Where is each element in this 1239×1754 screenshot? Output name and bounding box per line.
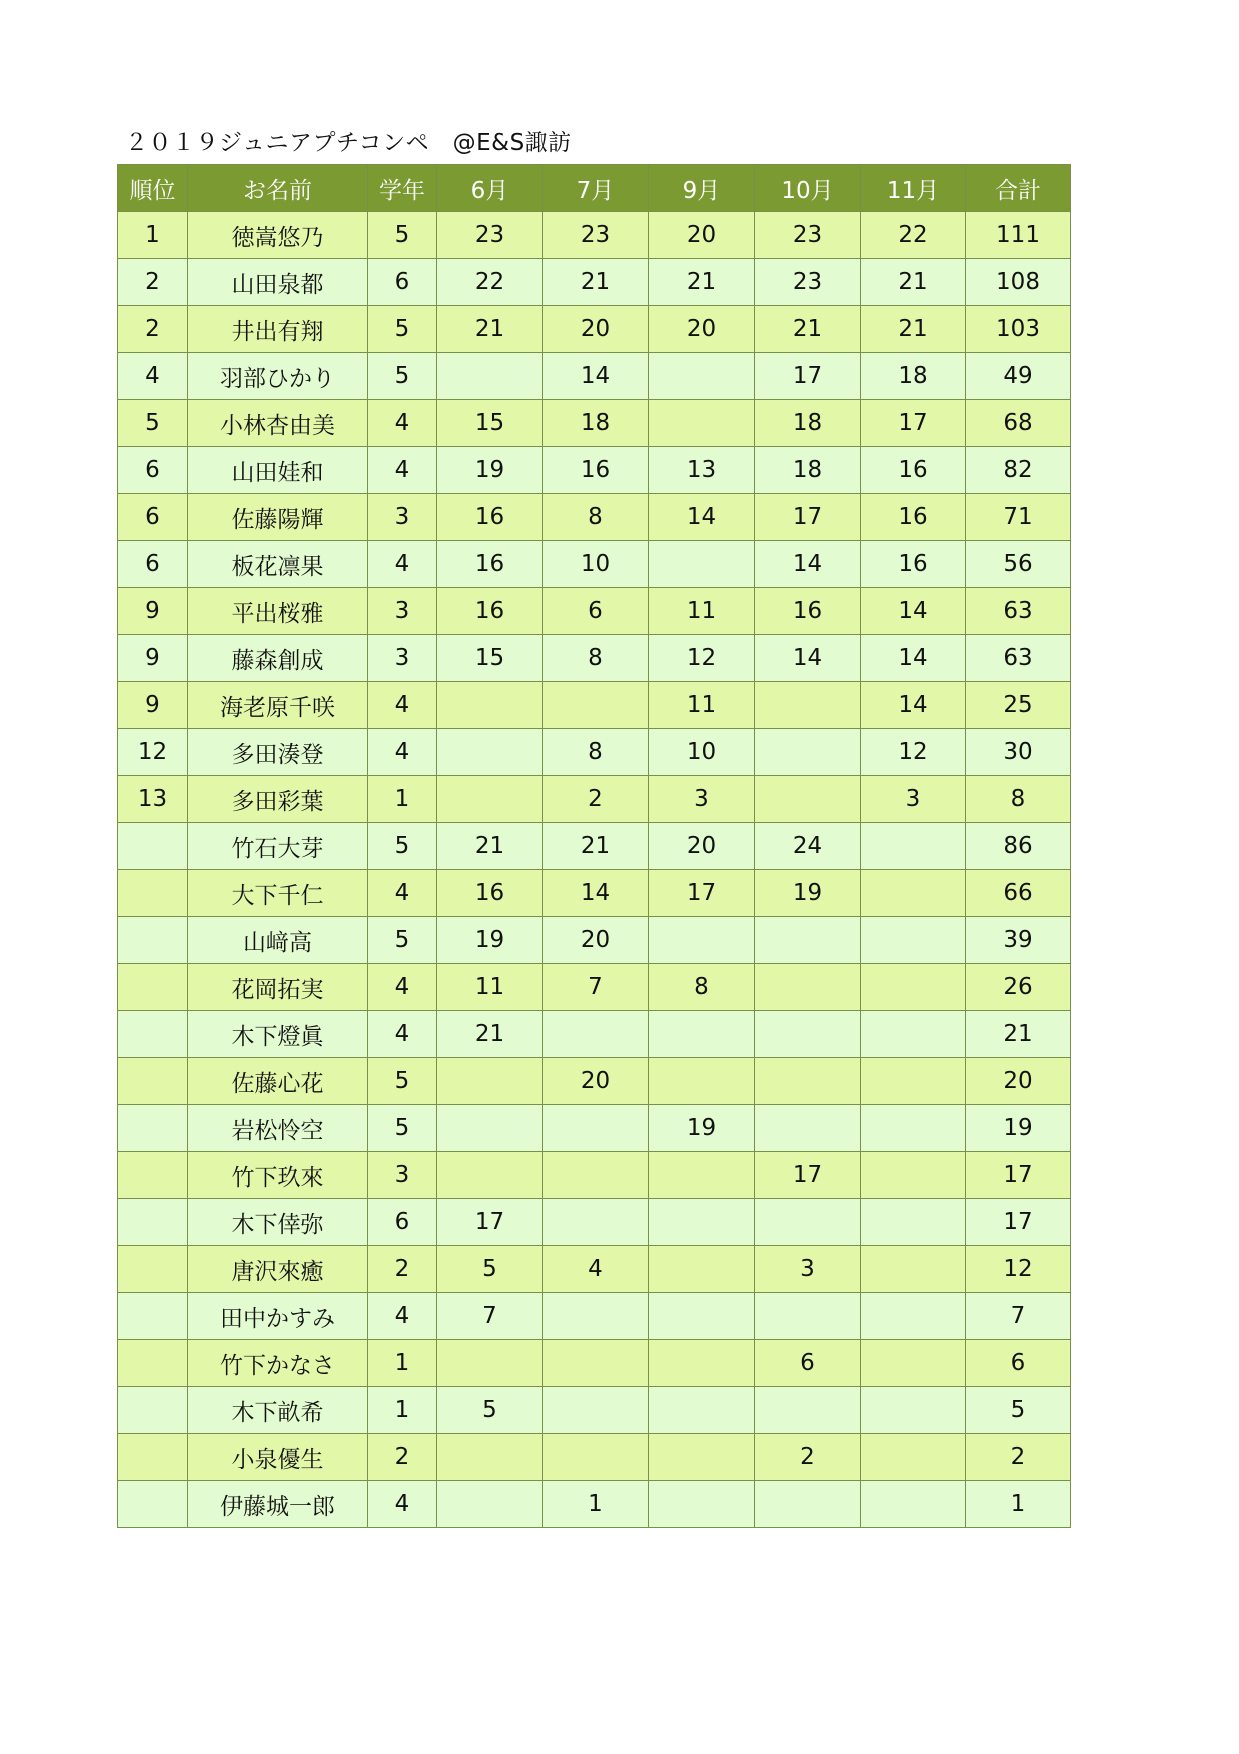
september-score-cell — [649, 353, 755, 400]
june-score-cell — [437, 729, 543, 776]
october-score-cell — [755, 1293, 861, 1340]
september-score-cell — [649, 1011, 755, 1058]
october-score-cell — [755, 729, 861, 776]
november-score-cell — [861, 1199, 966, 1246]
september-score-cell: 19 — [649, 1105, 755, 1152]
rank-cell: 9 — [118, 588, 188, 635]
september-score-cell: 8 — [649, 964, 755, 1011]
november-score-cell: 16 — [861, 447, 966, 494]
table-row — [118, 541, 1071, 588]
rank-cell: 1 — [118, 212, 188, 259]
name-cell: 田中かすみ — [188, 1293, 368, 1340]
total-cell: 56 — [966, 541, 1071, 588]
september-score-cell: 20 — [649, 306, 755, 353]
total-cell: 19 — [966, 1105, 1071, 1152]
table-row — [118, 682, 1071, 729]
june-score-cell: 16 — [437, 541, 543, 588]
total-cell: 1 — [966, 1481, 1071, 1528]
table-row — [118, 212, 1071, 259]
name-cell: 平出桜雅 — [188, 588, 368, 635]
november-score-cell: 16 — [861, 541, 966, 588]
grade-cell: 4 — [368, 541, 437, 588]
table-row — [118, 729, 1071, 776]
july-score-cell: 2 — [543, 776, 649, 823]
total-cell: 26 — [966, 964, 1071, 1011]
july-score-cell — [543, 1199, 649, 1246]
june-score-cell — [437, 1152, 543, 1199]
october-score-cell: 18 — [755, 447, 861, 494]
june-score-cell: 11 — [437, 964, 543, 1011]
name-cell: 花岡拓実 — [188, 964, 368, 1011]
september-score-cell: 14 — [649, 494, 755, 541]
name-cell: 藤森創成 — [188, 635, 368, 682]
july-score-cell — [543, 1105, 649, 1152]
june-score-cell: 23 — [437, 212, 543, 259]
total-cell: 7 — [966, 1293, 1071, 1340]
september-score-cell: 10 — [649, 729, 755, 776]
november-score-cell — [861, 1011, 966, 1058]
rank-cell — [118, 1011, 188, 1058]
july-score-cell: 21 — [543, 823, 649, 870]
table-row — [118, 1058, 1071, 1105]
header-november: 11月 — [861, 165, 966, 212]
grade-cell: 5 — [368, 1058, 437, 1105]
july-score-cell — [543, 1340, 649, 1387]
september-score-cell — [649, 917, 755, 964]
rank-cell — [118, 823, 188, 870]
july-score-cell — [543, 1387, 649, 1434]
november-score-cell — [861, 1340, 966, 1387]
september-score-cell — [649, 400, 755, 447]
grade-cell: 4 — [368, 1481, 437, 1528]
table-row — [118, 588, 1071, 635]
header-june: 6月 — [437, 165, 543, 212]
july-score-cell: 4 — [543, 1246, 649, 1293]
total-cell: 66 — [966, 870, 1071, 917]
grade-cell: 3 — [368, 1152, 437, 1199]
grade-cell: 4 — [368, 729, 437, 776]
november-score-cell: 14 — [861, 588, 966, 635]
november-score-cell — [861, 1105, 966, 1152]
total-cell: 8 — [966, 776, 1071, 823]
june-score-cell: 5 — [437, 1387, 543, 1434]
rank-cell: 2 — [118, 259, 188, 306]
table-row — [118, 1152, 1071, 1199]
october-score-cell: 3 — [755, 1246, 861, 1293]
november-score-cell — [861, 1434, 966, 1481]
july-score-cell: 14 — [543, 353, 649, 400]
name-cell: 山田娃和 — [188, 447, 368, 494]
july-score-cell: 8 — [543, 635, 649, 682]
november-score-cell — [861, 1246, 966, 1293]
name-cell: 多田彩葉 — [188, 776, 368, 823]
september-score-cell: 3 — [649, 776, 755, 823]
october-score-cell — [755, 1199, 861, 1246]
name-cell: 大下千仁 — [188, 870, 368, 917]
october-score-cell: 6 — [755, 1340, 861, 1387]
grade-cell: 6 — [368, 1199, 437, 1246]
total-cell: 5 — [966, 1387, 1071, 1434]
november-score-cell — [861, 1152, 966, 1199]
november-score-cell: 21 — [861, 306, 966, 353]
rank-cell: 6 — [118, 447, 188, 494]
total-cell: 12 — [966, 1246, 1071, 1293]
header-row — [118, 165, 1071, 212]
october-score-cell — [755, 682, 861, 729]
table-row — [118, 1293, 1071, 1340]
name-cell: 多田湊登 — [188, 729, 368, 776]
total-cell: 49 — [966, 353, 1071, 400]
june-score-cell: 15 — [437, 635, 543, 682]
july-score-cell: 20 — [543, 1058, 649, 1105]
total-cell: 30 — [966, 729, 1071, 776]
grade-cell: 1 — [368, 1340, 437, 1387]
name-cell: 小泉優生 — [188, 1434, 368, 1481]
june-score-cell — [437, 776, 543, 823]
september-score-cell: 13 — [649, 447, 755, 494]
results-table — [117, 164, 1071, 1528]
october-score-cell: 14 — [755, 541, 861, 588]
name-cell: 岩松怜空 — [188, 1105, 368, 1152]
september-score-cell — [649, 1246, 755, 1293]
october-score-cell — [755, 1011, 861, 1058]
rank-cell: 12 — [118, 729, 188, 776]
grade-cell: 4 — [368, 964, 437, 1011]
rank-cell — [118, 1481, 188, 1528]
june-score-cell: 16 — [437, 870, 543, 917]
total-cell: 103 — [966, 306, 1071, 353]
table-row — [118, 776, 1071, 823]
july-score-cell — [543, 1011, 649, 1058]
september-score-cell — [649, 541, 755, 588]
table-row — [118, 917, 1071, 964]
october-score-cell: 17 — [755, 353, 861, 400]
grade-cell: 1 — [368, 776, 437, 823]
june-score-cell: 16 — [437, 494, 543, 541]
june-score-cell — [437, 682, 543, 729]
june-score-cell: 17 — [437, 1199, 543, 1246]
october-score-cell: 19 — [755, 870, 861, 917]
document-title: ２０１９ジュニアプチコンペ @E&S諏訪 — [125, 130, 572, 156]
october-score-cell — [755, 1387, 861, 1434]
rank-cell: 13 — [118, 776, 188, 823]
october-score-cell: 17 — [755, 494, 861, 541]
header-total: 合計 — [966, 165, 1071, 212]
rank-cell — [118, 1105, 188, 1152]
name-cell: 徳嵩悠乃 — [188, 212, 368, 259]
header-grade: 学年 — [368, 165, 437, 212]
grade-cell: 5 — [368, 306, 437, 353]
june-score-cell: 21 — [437, 1011, 543, 1058]
july-score-cell: 10 — [543, 541, 649, 588]
name-cell: 唐沢來癒 — [188, 1246, 368, 1293]
september-score-cell — [649, 1387, 755, 1434]
november-score-cell — [861, 870, 966, 917]
september-score-cell: 20 — [649, 212, 755, 259]
rank-cell: 6 — [118, 494, 188, 541]
october-score-cell: 17 — [755, 1152, 861, 1199]
total-cell: 68 — [966, 400, 1071, 447]
september-score-cell — [649, 1199, 755, 1246]
july-score-cell: 16 — [543, 447, 649, 494]
rank-cell: 9 — [118, 635, 188, 682]
total-cell: 2 — [966, 1434, 1071, 1481]
june-score-cell: 5 — [437, 1246, 543, 1293]
july-score-cell: 8 — [543, 494, 649, 541]
grade-cell: 5 — [368, 823, 437, 870]
rank-cell: 5 — [118, 400, 188, 447]
july-score-cell: 6 — [543, 588, 649, 635]
june-score-cell — [437, 353, 543, 400]
table-row — [118, 1246, 1071, 1293]
name-cell: 井出有翔 — [188, 306, 368, 353]
table-row — [118, 823, 1071, 870]
july-score-cell — [543, 1434, 649, 1481]
grade-cell: 4 — [368, 400, 437, 447]
total-cell: 108 — [966, 259, 1071, 306]
table-row — [118, 1340, 1071, 1387]
table-row — [118, 870, 1071, 917]
total-cell: 6 — [966, 1340, 1071, 1387]
grade-cell: 5 — [368, 917, 437, 964]
total-cell: 39 — [966, 917, 1071, 964]
october-score-cell — [755, 776, 861, 823]
name-cell: 板花凛果 — [188, 541, 368, 588]
table-row — [118, 1105, 1071, 1152]
september-score-cell: 11 — [649, 588, 755, 635]
grade-cell: 6 — [368, 259, 437, 306]
november-score-cell — [861, 1481, 966, 1528]
july-score-cell: 20 — [543, 306, 649, 353]
rank-cell — [118, 1152, 188, 1199]
october-score-cell: 2 — [755, 1434, 861, 1481]
november-score-cell — [861, 1293, 966, 1340]
rank-cell — [118, 917, 188, 964]
total-cell: 63 — [966, 588, 1071, 635]
october-score-cell: 24 — [755, 823, 861, 870]
july-score-cell — [543, 1293, 649, 1340]
name-cell: 竹石大芽 — [188, 823, 368, 870]
november-score-cell: 14 — [861, 635, 966, 682]
header-rank: 順位 — [118, 165, 188, 212]
rank-cell: 4 — [118, 353, 188, 400]
november-score-cell — [861, 1387, 966, 1434]
november-score-cell: 22 — [861, 212, 966, 259]
september-score-cell — [649, 1340, 755, 1387]
grade-cell: 3 — [368, 494, 437, 541]
table-row — [118, 494, 1071, 541]
september-score-cell: 11 — [649, 682, 755, 729]
november-score-cell — [861, 823, 966, 870]
rank-cell: 9 — [118, 682, 188, 729]
total-cell: 82 — [966, 447, 1071, 494]
grade-cell: 2 — [368, 1434, 437, 1481]
rank-cell — [118, 1340, 188, 1387]
rank-cell: 2 — [118, 306, 188, 353]
name-cell: 木下倖弥 — [188, 1199, 368, 1246]
october-score-cell: 23 — [755, 259, 861, 306]
june-score-cell — [437, 1481, 543, 1528]
table-row — [118, 635, 1071, 682]
june-score-cell: 15 — [437, 400, 543, 447]
table-row — [118, 353, 1071, 400]
september-score-cell: 21 — [649, 259, 755, 306]
november-score-cell: 21 — [861, 259, 966, 306]
november-score-cell: 14 — [861, 682, 966, 729]
october-score-cell — [755, 1058, 861, 1105]
july-score-cell: 8 — [543, 729, 649, 776]
grade-cell: 4 — [368, 1011, 437, 1058]
october-score-cell: 23 — [755, 212, 861, 259]
june-score-cell — [437, 1058, 543, 1105]
table-body — [118, 212, 1071, 1528]
total-cell: 20 — [966, 1058, 1071, 1105]
total-cell: 63 — [966, 635, 1071, 682]
november-score-cell: 3 — [861, 776, 966, 823]
july-score-cell: 1 — [543, 1481, 649, 1528]
november-score-cell: 18 — [861, 353, 966, 400]
november-score-cell: 16 — [861, 494, 966, 541]
september-score-cell: 20 — [649, 823, 755, 870]
name-cell: 竹下かなさ — [188, 1340, 368, 1387]
grade-cell: 5 — [368, 1105, 437, 1152]
rank-cell — [118, 870, 188, 917]
grade-cell: 5 — [368, 353, 437, 400]
rank-cell — [118, 1246, 188, 1293]
november-score-cell — [861, 1058, 966, 1105]
grade-cell: 3 — [368, 635, 437, 682]
november-score-cell: 17 — [861, 400, 966, 447]
total-cell: 17 — [966, 1152, 1071, 1199]
september-score-cell — [649, 1058, 755, 1105]
november-score-cell — [861, 964, 966, 1011]
rank-cell — [118, 964, 188, 1011]
total-cell: 86 — [966, 823, 1071, 870]
name-cell: 伊藤城一郎 — [188, 1481, 368, 1528]
header-october: 10月 — [755, 165, 861, 212]
june-score-cell: 19 — [437, 447, 543, 494]
table-row — [118, 447, 1071, 494]
june-score-cell — [437, 1105, 543, 1152]
total-cell: 17 — [966, 1199, 1071, 1246]
name-cell: 山田泉都 — [188, 259, 368, 306]
october-score-cell — [755, 1105, 861, 1152]
name-cell: 佐藤心花 — [188, 1058, 368, 1105]
grade-cell: 4 — [368, 447, 437, 494]
july-score-cell: 7 — [543, 964, 649, 1011]
june-score-cell: 21 — [437, 306, 543, 353]
grade-cell: 4 — [368, 682, 437, 729]
table-row — [118, 1387, 1071, 1434]
july-score-cell: 14 — [543, 870, 649, 917]
table-header — [118, 165, 1071, 212]
june-score-cell — [437, 1434, 543, 1481]
june-score-cell: 16 — [437, 588, 543, 635]
header-name: お名前 — [188, 165, 368, 212]
june-score-cell: 7 — [437, 1293, 543, 1340]
name-cell: 木下燈眞 — [188, 1011, 368, 1058]
rank-cell — [118, 1434, 188, 1481]
rank-cell — [118, 1293, 188, 1340]
name-cell: 海老原千咲 — [188, 682, 368, 729]
june-score-cell — [437, 1340, 543, 1387]
june-score-cell: 19 — [437, 917, 543, 964]
september-score-cell — [649, 1481, 755, 1528]
september-score-cell — [649, 1434, 755, 1481]
name-cell: 小林杏由美 — [188, 400, 368, 447]
name-cell: 山﨑高 — [188, 917, 368, 964]
total-cell: 25 — [966, 682, 1071, 729]
july-score-cell — [543, 682, 649, 729]
grade-cell: 4 — [368, 1293, 437, 1340]
october-score-cell: 18 — [755, 400, 861, 447]
table-row — [118, 1481, 1071, 1528]
october-score-cell — [755, 964, 861, 1011]
table-row — [118, 259, 1071, 306]
grade-cell: 5 — [368, 212, 437, 259]
header-july: 7月 — [543, 165, 649, 212]
table-row — [118, 1011, 1071, 1058]
september-score-cell — [649, 1293, 755, 1340]
total-cell: 21 — [966, 1011, 1071, 1058]
july-score-cell — [543, 1152, 649, 1199]
october-score-cell: 16 — [755, 588, 861, 635]
rank-cell — [118, 1387, 188, 1434]
name-cell: 佐藤陽輝 — [188, 494, 368, 541]
june-score-cell: 21 — [437, 823, 543, 870]
october-score-cell — [755, 917, 861, 964]
september-score-cell: 17 — [649, 870, 755, 917]
table-row — [118, 1434, 1071, 1481]
july-score-cell: 20 — [543, 917, 649, 964]
rank-cell: 6 — [118, 541, 188, 588]
grade-cell: 3 — [368, 588, 437, 635]
table-row — [118, 306, 1071, 353]
june-score-cell: 22 — [437, 259, 543, 306]
name-cell: 木下畝希 — [188, 1387, 368, 1434]
rank-cell — [118, 1199, 188, 1246]
rank-cell — [118, 1058, 188, 1105]
october-score-cell: 21 — [755, 306, 861, 353]
july-score-cell: 18 — [543, 400, 649, 447]
november-score-cell — [861, 917, 966, 964]
november-score-cell: 12 — [861, 729, 966, 776]
grade-cell: 1 — [368, 1387, 437, 1434]
name-cell: 竹下玖來 — [188, 1152, 368, 1199]
table-row — [118, 400, 1071, 447]
total-cell: 71 — [966, 494, 1071, 541]
name-cell: 羽部ひかり — [188, 353, 368, 400]
table-row — [118, 1199, 1071, 1246]
grade-cell: 2 — [368, 1246, 437, 1293]
october-score-cell — [755, 1481, 861, 1528]
total-cell: 111 — [966, 212, 1071, 259]
july-score-cell: 23 — [543, 212, 649, 259]
july-score-cell: 21 — [543, 259, 649, 306]
header-september: 9月 — [649, 165, 755, 212]
september-score-cell: 12 — [649, 635, 755, 682]
october-score-cell: 14 — [755, 635, 861, 682]
grade-cell: 4 — [368, 870, 437, 917]
september-score-cell — [649, 1152, 755, 1199]
table-row — [118, 964, 1071, 1011]
